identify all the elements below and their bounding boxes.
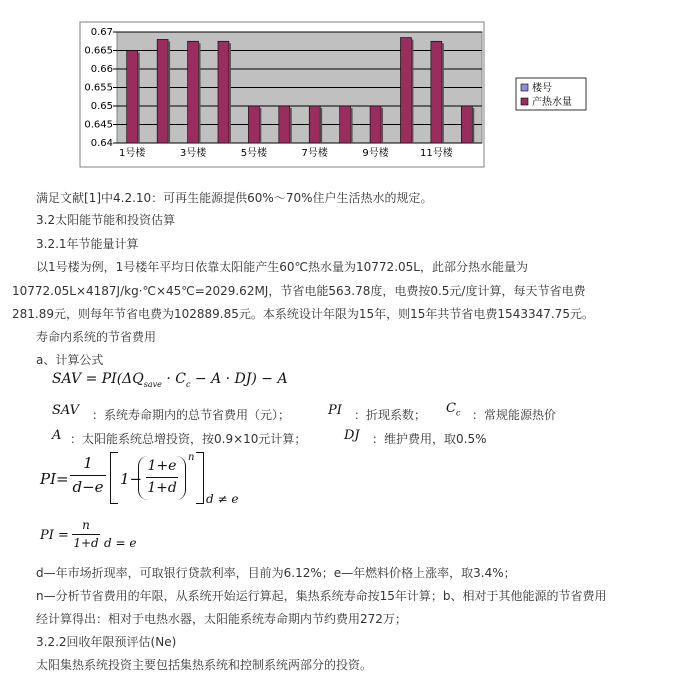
heading-formula: a、计算公式: [36, 353, 104, 367]
pi-right-bracket: [196, 452, 204, 504]
pi-lhs: PI=: [40, 470, 69, 488]
symbol-cc: [446, 401, 460, 418]
bar-shadow: [442, 43, 444, 143]
heading-3-2: 3.2太阳能节能和投资估算: [36, 213, 176, 227]
definition-dj: ：维护费用，取0.5%: [372, 432, 487, 446]
bar-shadow: [411, 40, 413, 143]
pi2-condition: d = e: [104, 536, 137, 550]
symbol-a: A: [52, 428, 62, 443]
legend-label: 楼号: [532, 83, 552, 94]
bar-6号楼: [279, 106, 290, 143]
bar-shadow: [199, 43, 201, 143]
heading-3-2-1: 3.2.1年节能量计算: [36, 237, 139, 251]
bar-shadow: [472, 108, 474, 143]
pi2-num: n: [82, 518, 90, 532]
bar-shadow: [229, 43, 231, 143]
definition-sav: ：系统寿命期内的总节省费用（元）；: [92, 408, 291, 422]
x-tick-label: 5号楼: [240, 148, 268, 159]
legend-swatch: [521, 98, 528, 105]
pi-frac2-den: 1+d: [147, 480, 177, 496]
y-tick-label: 0.645: [84, 119, 113, 131]
heading-lifetime-savings: 寿命内系统的节省费用: [36, 330, 157, 344]
legend-label: 产热水量: [532, 97, 572, 108]
bar-shadow: [351, 108, 353, 143]
pi-frac2-num: 1+e: [147, 458, 177, 474]
pi-left-bracket: [110, 452, 118, 504]
bar-8号楼: [340, 106, 351, 143]
bar-shadow: [168, 41, 170, 143]
sav-formula-sub-save: save: [143, 379, 162, 389]
x-tick-label: 11号楼: [420, 148, 453, 159]
y-tick-label: 0.67: [90, 27, 113, 38]
bar-shadow: [320, 108, 322, 143]
bar-shadow: [259, 108, 261, 143]
sav-formula: [52, 371, 288, 389]
pi-formula-general: [40, 452, 240, 512]
pi2-bar: [72, 534, 100, 535]
bar-10号楼: [400, 38, 411, 143]
bar-9号楼: [370, 106, 381, 143]
symbol-sav: SAV: [52, 403, 80, 418]
paragraph-calc-line1: 以1号楼为例，1号楼年平均日依靠太阳能产生60℃热水量为10772.05L，此部分热水能量为: [36, 260, 528, 274]
pi-frac2-bar: [146, 477, 178, 478]
y-tick-label: 0.65: [90, 101, 113, 112]
hot-water-bar-chart: [0, 0, 679, 175]
heading-3-2-2: 3.2.2回收年限预评估(Ne): [36, 635, 177, 649]
paragraph-calc-line2: 10772.05L×4187J/kg·℃×45℃=2029.62MJ，节省电能563.78度，电费按0.5元/度计算，每天节省电费: [12, 284, 586, 298]
pi2-den: 1+d: [73, 536, 99, 550]
symbol-dj: DJ: [344, 428, 360, 443]
bar-12号楼: [461, 106, 472, 143]
bar-7号楼: [309, 106, 320, 143]
paragraph-renewable-share: 满足文献[1]中4.2.10：可再生能源提供60%～70%住户生活热水的规定。: [36, 191, 433, 205]
symbol-cc-sub: c: [455, 408, 461, 418]
paragraph-n-definition: n—分析节省费用的年限，从系统开始运行算起，集热系统寿命按15年计算；b、相对于其他能源的节省费用: [36, 589, 607, 603]
pi-frac1-bar: [70, 475, 106, 476]
x-tick-label: 1号楼: [119, 148, 146, 159]
bar-1号楼: [127, 51, 138, 144]
sav-formula-sub-c: c: [185, 379, 191, 389]
symbol-pi: PI: [328, 403, 342, 418]
sav-formula-mid: · C: [161, 371, 186, 387]
sav-formula-head: SAV = PI(ΔQ: [52, 371, 144, 387]
bar-shadow: [138, 53, 140, 144]
pi-frac1-num: 1: [83, 454, 93, 472]
legend-swatch: [521, 84, 528, 91]
pi-condition: d ≠ e: [206, 492, 239, 506]
paragraph-d-e-definitions: d—年市场折现率，可取银行贷款利率，目前为6.12%；e—年燃料价格上涨率，取3.4%；: [36, 566, 516, 580]
y-tick-label: 0.64: [90, 138, 113, 149]
y-tick-label: 0.655: [84, 82, 113, 94]
chart-legend: [516, 78, 586, 110]
paragraph-investment: 太阳集热系统投资主要包括集热系统和控制系统两部分的投资。: [36, 658, 373, 672]
paragraph-savings-result: 经计算得出：相对于电热水器，太阳能系统寿命期内节约费用272万；: [36, 612, 407, 626]
definition-a: ：太阳能系统总增投资，按0.9×10元计算；: [70, 432, 307, 446]
x-tick-label: 9号楼: [362, 148, 389, 159]
pi-one-minus: 1−: [120, 470, 143, 488]
definition-pi: ：折现系数；: [354, 408, 427, 422]
pi-right-paren: [176, 456, 186, 500]
paragraph-calc-line3: 281.89元，则每年节省电费为102889.85元。本系统设计年限为15年，则15年共节省电费1543347.75元。: [12, 307, 594, 321]
bar-shadow: [381, 108, 383, 143]
y-tick-label: 0.66: [90, 64, 113, 75]
definition-cc: ：常规能源热价: [472, 408, 557, 422]
x-tick-label: 3号楼: [179, 148, 207, 159]
x-tick-label: 7号楼: [301, 148, 328, 159]
pi-formula-special: [40, 518, 160, 556]
pi-frac1-den: d−e: [72, 478, 104, 496]
bar-2号楼: [157, 39, 168, 143]
pi2-lhs: PI =: [40, 528, 69, 543]
sav-formula-tail: − A · DJ) − A: [190, 371, 288, 387]
bar-11号楼: [431, 41, 442, 143]
y-tick-label: 0.665: [84, 45, 113, 57]
pi-exponent: n: [188, 452, 195, 463]
symbol-cc-letter: C: [446, 401, 456, 416]
bar-5号楼: [248, 106, 259, 143]
bar-3号楼: [188, 41, 199, 143]
bar-4号楼: [218, 41, 229, 143]
bar-shadow: [290, 108, 292, 143]
